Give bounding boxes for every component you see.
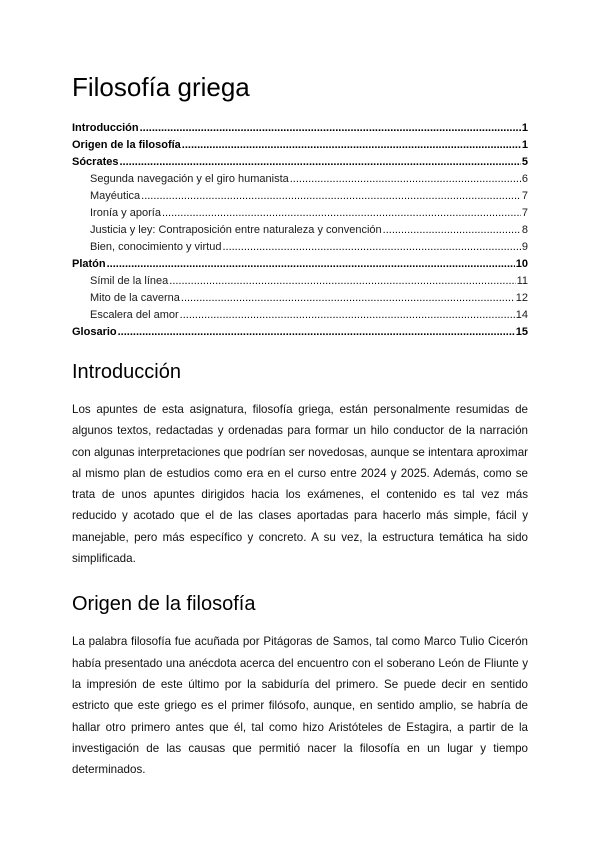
toc-dot-leader [118, 324, 515, 341]
toc-entry[interactable] [72, 222, 528, 239]
toc-entry-title: Glosario [72, 326, 117, 338]
toc-entry-title: Platón [72, 258, 106, 270]
toc-dot-leader [119, 154, 520, 171]
toc-entry[interactable] [72, 171, 528, 188]
toc-entry[interactable] [72, 290, 528, 307]
toc-entry[interactable] [72, 324, 528, 341]
toc-dot-leader [383, 222, 521, 239]
toc-entry-page-number: 14 [515, 309, 528, 321]
toc-entry-page-number: 10 [515, 258, 528, 270]
toc-dot-leader [181, 290, 515, 307]
toc-dot-leader [141, 188, 521, 205]
toc-entry-page-number: 1 [521, 139, 528, 151]
toc-entry[interactable] [72, 307, 528, 324]
toc-entry-title: Símil de la línea [90, 275, 169, 287]
toc-entry-title: Sócrates [72, 156, 119, 168]
section-paragraph-origen: La palabra filosofía fue acuñada por Pitágoras de Samos, tal como Marco Tulio Cicerón había presentado una anécdota acerca del encuentro con el soberano León de Fliunte y la impresión de este último por la sabiduría del primero. Se puede decir en sentido estricto que este griego es el primer filósofo, aunque, en sentido amplio, se habría de hallar otro primero antes que él, tal como hizo Aristóteles de Estagira, a partir de la investigación de las causas que permitió nacer la filosofía en un lugar y tiempo determinados. [72, 635, 528, 777]
toc-entry-title: Bien, conocimiento y virtud [90, 241, 222, 253]
toc-entry-page-number: 15 [515, 326, 528, 338]
toc-entry[interactable] [72, 273, 528, 290]
toc-entry-title: Ironía y aporía [90, 207, 161, 219]
toc-entry-title: Mayéutica [90, 190, 141, 202]
toc-dot-leader [180, 307, 515, 324]
toc-dot-leader [107, 256, 515, 273]
document-title: Filosofía griega [72, 72, 250, 102]
toc-entry-title: Introducción [72, 122, 139, 134]
section-paragraph-introduccion: Los apuntes de esta asignatura, filosofía griega, están personalmente resumidas de algunos textos, redactadas y ordenadas para formar un hilo conductor de la narración con algunas interpretaciones que podrían ser novedosas, aunque se intentara aproximar al mismo plan de estudios como era en el curso entre 2024 y 2025. Además, como se trata de unos apuntes dirigidos hacia los exámenes, el contenido es tal vez más reducido y acotado que el de las clases aportadas para hacerlo más simple, fácil y manejable, pero más específico y concreto. A su vez, la estructura temática ha sido simplificada. [72, 403, 528, 566]
toc-entry-page-number: 11 [516, 275, 528, 287]
toc-entry[interactable] [72, 154, 528, 171]
toc-entry[interactable] [72, 256, 528, 273]
toc-entry[interactable] [72, 137, 528, 154]
toc-dot-leader [162, 205, 521, 222]
toc-entry-page-number: 6 [521, 173, 528, 185]
toc-entry-page-number: 7 [521, 207, 528, 219]
toc-entry-page-number: 7 [521, 190, 528, 202]
toc-entry-page-number: 9 [521, 241, 528, 253]
toc-entry-title: Mito de la caverna [90, 292, 180, 304]
section-heading-origen: Origen de la filosofía [72, 593, 256, 616]
toc-entry-title: Segunda navegación y el giro humanista [90, 173, 289, 185]
table-of-contents [72, 120, 528, 341]
toc-entry[interactable] [72, 205, 528, 222]
toc-dot-leader [290, 171, 521, 188]
toc-entry-page-number: 12 [515, 292, 528, 304]
toc-entry-page-number: 5 [521, 156, 528, 168]
toc-dot-leader [169, 273, 515, 290]
toc-dot-leader [182, 137, 521, 154]
toc-entry-page-number: 8 [521, 224, 528, 236]
toc-dot-leader [222, 239, 520, 256]
toc-entry-title: Origen de la filosofía [72, 139, 181, 151]
section-heading-introduccion: Introducción [72, 361, 181, 383]
toc-entry-title: Escalera del amor [90, 309, 179, 321]
document-page [72, 70, 528, 780]
toc-entry[interactable] [72, 188, 528, 205]
toc-entry[interactable] [72, 120, 528, 137]
toc-entry-title: Justicia y ley: Contraposición entre naturaleza y convención [90, 224, 382, 236]
toc-dot-leader [140, 120, 521, 137]
toc-entry[interactable] [72, 239, 528, 256]
toc-entry-page-number: 1 [521, 122, 528, 134]
